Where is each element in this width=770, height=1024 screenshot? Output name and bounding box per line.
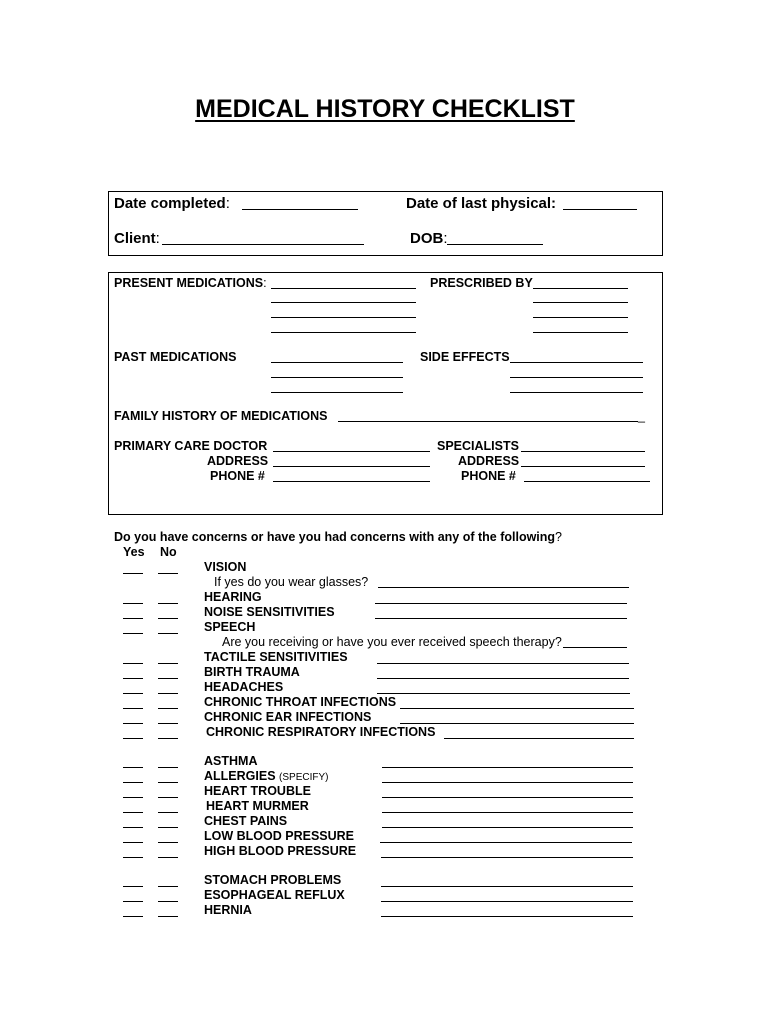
- allergies-comment-blank: [382, 782, 633, 783]
- side-effects-blank-2: [510, 377, 643, 378]
- heart-trouble-no-blank: [158, 797, 178, 798]
- tactile-no-blank: [158, 663, 178, 664]
- high-bp-yes-blank: [123, 857, 143, 858]
- hearing-comment-blank: [375, 603, 627, 604]
- birth-trauma-comment-blank: [377, 678, 629, 679]
- high-bp-no-blank: [158, 857, 178, 858]
- prescribed-by-blank-3: [533, 317, 628, 318]
- birth-trauma-no-blank: [158, 678, 178, 679]
- date-last-physical-label: Date of last physical:: [406, 195, 557, 212]
- specialist-address-label: ADDRESS: [458, 454, 520, 468]
- ear-yes-blank: [123, 723, 143, 724]
- asthma-no-blank: [158, 767, 178, 768]
- headaches-yes-blank: [123, 693, 143, 694]
- hernia-label: HERNIA: [204, 903, 252, 917]
- low-bp-yes-blank: [123, 842, 143, 843]
- past-medications-blank-2: [271, 377, 403, 378]
- noise-yes-blank: [123, 618, 143, 619]
- date-completed-text: Date completed: [114, 195, 226, 212]
- respiratory-comment-blank: [444, 738, 634, 739]
- noise-sensitivities-label: NOISE SENSITIVITIES: [204, 605, 335, 619]
- headaches-label: HEADACHES: [204, 680, 284, 694]
- noise-no-blank: [158, 618, 178, 619]
- stomach-no-blank: [158, 886, 178, 887]
- pcp-address-blank: [273, 466, 430, 467]
- stomach-problems-label: STOMACH PROBLEMS: [204, 873, 342, 887]
- present-medications-text: PRESENT MEDICATIONS: [114, 276, 264, 290]
- hernia-no-blank: [158, 916, 178, 917]
- page-title: MEDICAL HISTORY CHECKLIST: [195, 95, 575, 123]
- allergies-specify-note: (SPECIFY): [279, 772, 329, 783]
- concerns-question: [114, 530, 562, 544]
- family-history-blank: [338, 421, 638, 422]
- client-label: [114, 230, 160, 247]
- primary-care-doctor-blank: [273, 451, 430, 452]
- tactile-sensitivities-label: TACTILE SENSITIVITIES: [204, 650, 348, 664]
- prescribed-by-blank-4: [533, 332, 628, 333]
- no-column-header: No: [160, 545, 177, 559]
- ear-comment-blank: [400, 723, 634, 724]
- past-medications-blank-1: [271, 362, 403, 363]
- headaches-no-blank: [158, 693, 178, 694]
- dob-text: DOB: [410, 230, 444, 247]
- hearing-label: HEARING: [204, 590, 262, 604]
- asthma-label: ASTHMA: [204, 754, 258, 768]
- hernia-comment-blank: [381, 916, 633, 917]
- hernia-yes-blank: [123, 916, 143, 917]
- date-completed-label: [114, 195, 230, 212]
- speech-therapy-question: Are you receiving or have you ever received speech therapy?: [222, 635, 562, 649]
- tactile-comment-blank: [377, 663, 629, 664]
- high-bp-comment-blank: [381, 857, 633, 858]
- headaches-comment-blank: [377, 693, 630, 694]
- present-medications-blank-3: [271, 317, 416, 318]
- date-last-physical-blank: [563, 209, 637, 210]
- throat-yes-blank: [123, 708, 143, 709]
- speech-yes-blank: [123, 633, 143, 634]
- dob-blank: [447, 244, 543, 245]
- present-medications-blank-1: [271, 288, 416, 289]
- hearing-no-blank: [158, 603, 178, 604]
- hearing-yes-blank: [123, 603, 143, 604]
- tactile-yes-blank: [123, 663, 143, 664]
- chronic-ear-label: CHRONIC EAR INFECTIONS: [204, 710, 372, 724]
- glasses-question: If yes do you wear glasses?: [214, 575, 369, 589]
- heart-murmer-label: HEART MURMER: [206, 799, 309, 813]
- client-blank: [162, 244, 364, 245]
- specialists-label: SPECIALISTS: [437, 439, 519, 453]
- vision-label: VISION: [204, 560, 247, 574]
- present-medications-label: [114, 276, 267, 290]
- speech-no-blank: [158, 633, 178, 634]
- side-effects-blank-1: [510, 362, 643, 363]
- allergies-yes-blank: [123, 782, 143, 783]
- speech-therapy-blank: [563, 647, 627, 648]
- client-text: Client: [114, 230, 156, 247]
- esophageal-reflux-label: ESOPHAGEAL REFLUX: [204, 888, 345, 902]
- specialist-phone-blank: [524, 481, 650, 482]
- prescribed-by-blank-2: [533, 302, 628, 303]
- dob-label: [410, 230, 448, 247]
- asthma-yes-blank: [123, 767, 143, 768]
- side-effects-label: SIDE EFFECTS: [420, 350, 510, 364]
- allergies-text: ALLERGIES: [204, 769, 276, 783]
- date-completed-blank: [242, 209, 358, 210]
- low-bp-comment-blank: [380, 842, 632, 843]
- pcp-address-label: ADDRESS: [207, 454, 269, 468]
- primary-care-doctor-label: PRIMARY CARE DOCTOR: [114, 439, 268, 453]
- chronic-respiratory-label: CHRONIC RESPIRATORY INFECTIONS: [206, 725, 436, 739]
- throat-no-blank: [158, 708, 178, 709]
- present-medications-blank-2: [271, 302, 416, 303]
- specialist-address-blank: [521, 466, 645, 467]
- present-medications-blank-4: [271, 332, 416, 333]
- low-blood-pressure-label: LOW BLOOD PRESSURE: [204, 829, 355, 843]
- ear-no-blank: [158, 723, 178, 724]
- allergies-label: [204, 769, 328, 783]
- speech-label: SPEECH: [204, 620, 256, 634]
- medications-box: [108, 272, 663, 515]
- respiratory-yes-blank: [123, 738, 143, 739]
- family-history-suffix: _: [638, 409, 645, 423]
- concerns-question-text: Do you have concerns or have you had concerns with any of the following: [114, 530, 556, 544]
- stomach-comment-blank: [381, 886, 633, 887]
- birth-trauma-label: BIRTH TRAUMA: [204, 665, 300, 679]
- pcp-phone-label: PHONE #: [210, 469, 265, 483]
- heart-trouble-comment-blank: [382, 797, 633, 798]
- pcp-phone-blank: [273, 481, 430, 482]
- noise-comment-blank: [375, 618, 627, 619]
- chronic-throat-label: CHRONIC THROAT INFECTIONS: [204, 695, 397, 709]
- heart-murmer-no-blank: [158, 812, 178, 813]
- past-medications-label: PAST MEDICATIONS: [114, 350, 237, 364]
- vision-no-blank: [158, 573, 178, 574]
- chest-pains-yes-blank: [123, 827, 143, 828]
- low-bp-no-blank: [158, 842, 178, 843]
- reflux-comment-blank: [381, 901, 633, 902]
- side-effects-blank-3: [510, 392, 643, 393]
- specialist-phone-label: PHONE #: [461, 469, 516, 483]
- specialists-blank: [521, 451, 645, 452]
- heart-murmer-yes-blank: [123, 812, 143, 813]
- heart-trouble-yes-blank: [123, 797, 143, 798]
- prescribed-by-blank-1: [533, 288, 628, 289]
- vision-yes-blank: [123, 573, 143, 574]
- chest-pains-label: CHEST PAINS: [204, 814, 288, 828]
- heart-trouble-label: HEART TROUBLE: [204, 784, 311, 798]
- dob-colon: :: [443, 230, 448, 247]
- birth-trauma-yes-blank: [123, 678, 143, 679]
- concerns-question-mark: ?: [555, 530, 562, 544]
- reflux-yes-blank: [123, 901, 143, 902]
- chest-pains-comment-blank: [382, 827, 633, 828]
- date-completed-colon: :: [225, 195, 230, 212]
- chest-pains-no-blank: [158, 827, 178, 828]
- heart-murmer-comment-blank: [382, 812, 633, 813]
- stomach-yes-blank: [123, 886, 143, 887]
- family-history-label: FAMILY HISTORY OF MEDICATIONS: [114, 409, 328, 423]
- high-blood-pressure-label: HIGH BLOOD PRESSURE: [204, 844, 357, 858]
- prescribed-by-label: PRESCRIBED BY: [430, 276, 533, 290]
- respiratory-no-blank: [158, 738, 178, 739]
- yes-column-header: Yes: [123, 545, 145, 559]
- past-medications-blank-3: [271, 392, 403, 393]
- glasses-blank: [378, 587, 629, 588]
- throat-comment-blank: [400, 708, 634, 709]
- asthma-comment-blank: [382, 767, 633, 768]
- allergies-no-blank: [158, 782, 178, 783]
- present-medications-colon: :: [263, 276, 267, 290]
- reflux-no-blank: [158, 901, 178, 902]
- client-colon: :: [155, 230, 160, 247]
